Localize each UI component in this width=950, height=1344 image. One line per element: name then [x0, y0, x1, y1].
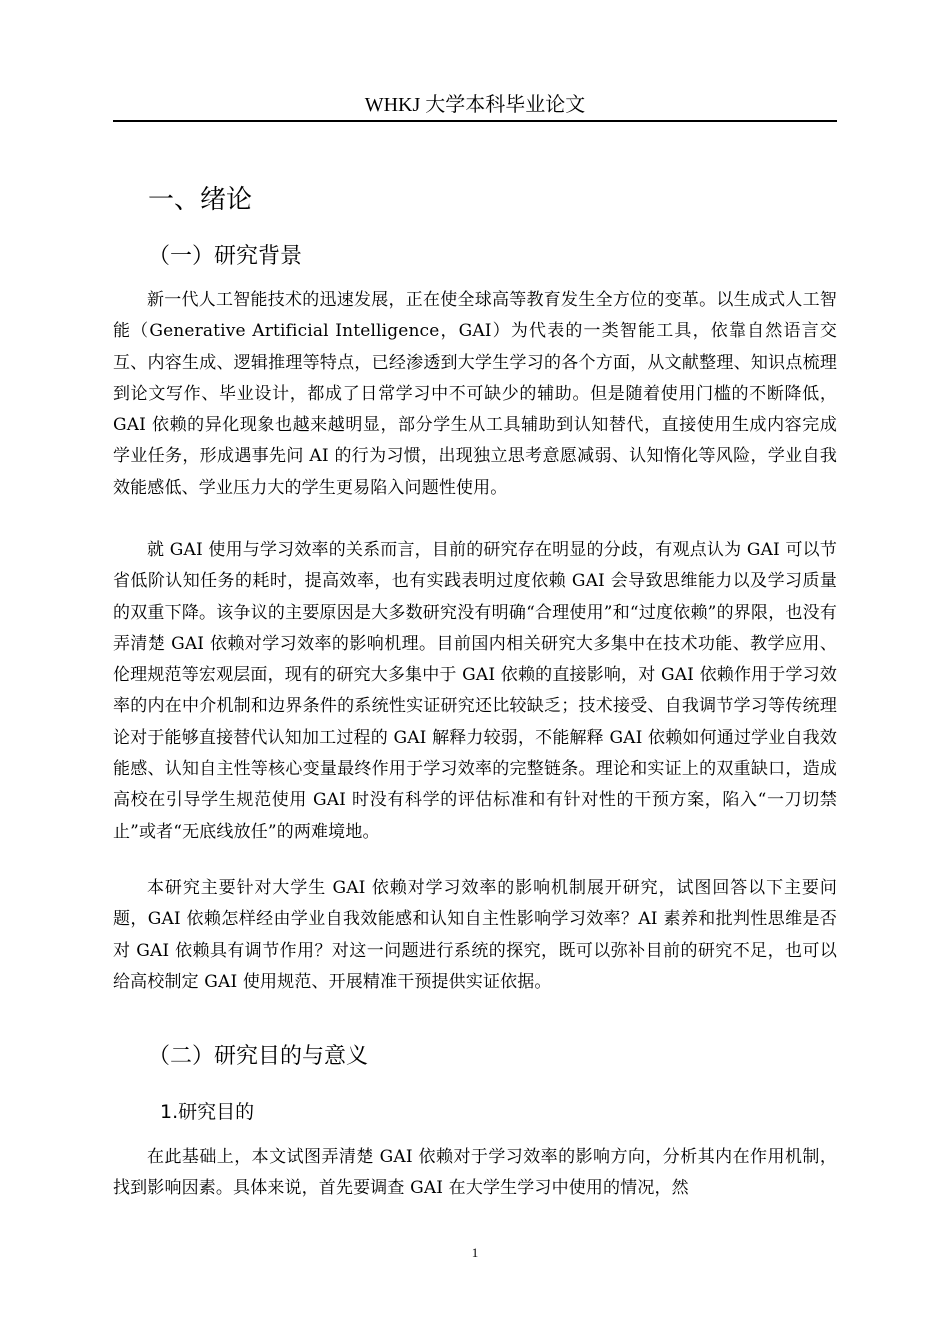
header-rule	[113, 120, 837, 122]
paragraph-purpose-1: 在此基础上，本文试图弄清楚 GAI 依赖对于学习效率的影响方向，分析其内在作用机制，找到影响因素。具体来说，首先要调查 GAI 在大学生学习中使用的情况，然	[113, 1147, 837, 1199]
paragraph-background-2: 就 GAI 使用与学习效率的关系而言，目前的研究存在明显的分歧，有观点认为 GAI 可以节省低阶认知任务的耗时，提高效率，也有实践表明过度依赖 GAI 会导致思维能力以及学习质量的双重下降。该争议的主要原因是大多数研究没有明确“合理使用”和“过度依赖”的界限，也没有弄清楚 GAI 依赖对学习效率的影响机理。目前国内相关研究大多集中在技术功能、教学应用、伦理规范等宏观层面，现有的研究大多集中于 GAI 依赖的直接影响，对 GAI 依赖作用于学习效率的内在中介机制和边界条件的系统性实证研究还比较缺乏；技术接受、自我调节学习等传统理论对于能够直接替代认知加工过程的 GAI 解释力较弱，不能解释 GAI 依赖如何通过学业自我效能感、认知自主性等核心变量最终作用于学习效率的完整链条。理论和实证上的双重缺口，造成高校在引导学生规范使用 GAI 时没有科学的评估标准和有针对性的干预方案，陷入“一刀切禁止”或者“无底线放任”的两难境地。	[113, 540, 837, 842]
chapter-title: 一、绪论	[148, 185, 253, 215]
paragraph-background-1: 新一代人工智能技术的迅速发展，正在使全球高等教育发生全方位的变革。以生成式人工智能（Generative Artificial Intelligence，GAI）为代表的一类智能工具，依靠自然语言交互、内容生成、逻辑推理等特点，已经渗透到大学生学习的各个方面，从文献整理、知识点梳理到论文写作、毕业设计，都成了日常学习中不可缺少的辅助。但是随着使用门槛的不断降低，GAI 依赖的异化现象也越来越明显，部分学生从工具辅助到认知替代，直接使用生成内容完成学业任务，形成遇事先问 AI 的行为习惯，出现独立思考意愿减弱、认知惰化等风险，学业自我效能感低、学业压力大的学生更易陷入问题性使用。	[113, 290, 837, 498]
page-header-title: WHKJ 大学本科毕业论文	[364, 94, 586, 116]
section-title-background: （一）研究背景	[148, 244, 303, 269]
paragraph-background-3: 本研究主要针对大学生 GAI 依赖对学习效率的影响机制展开研究，试图回答以下主要问题，GAI 依赖怎样经由学业自我效能感和认知自主性影响学习效率？AI 素养和批判性思维是否对 GAI 依赖具有调节作用？对这一问题进行系统的探究，既可以弥补目前的研究不足，也可以给高校制定 GAI 使用规范、开展精准干预提供实证依据。	[113, 878, 837, 992]
subsection-title-purpose: 1.研究目的	[160, 1101, 255, 1123]
section-title-purpose: （二）研究目的与意义	[148, 1044, 369, 1069]
page-number: 1	[471, 1245, 479, 1260]
